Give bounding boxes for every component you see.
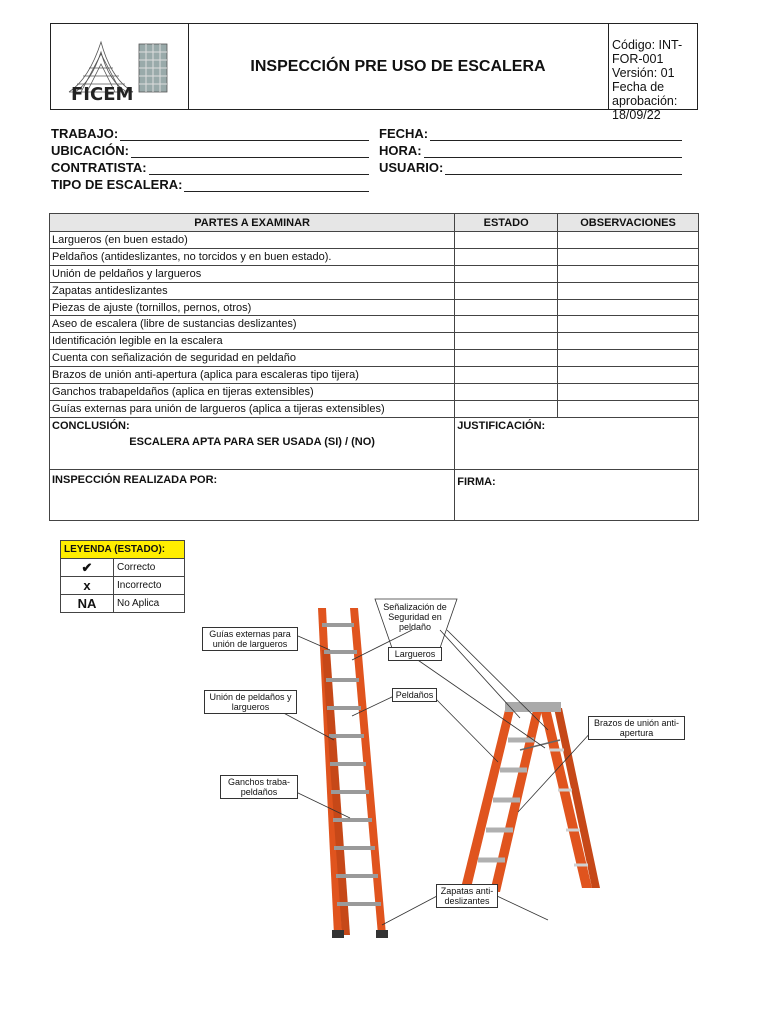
callout-largueros: Largueros — [388, 647, 442, 661]
table-row — [50, 367, 699, 384]
row-label: Aseo de escalera (libre de sustancias deslizantes) — [50, 316, 455, 333]
justificacion-cell[interactable] — [455, 417, 699, 469]
hora-label: HORA: — [379, 143, 422, 158]
trabajo-field[interactable] — [51, 124, 369, 141]
callout-brazos: Brazos de unión anti-apertura — [588, 716, 685, 740]
estado-cell[interactable] — [455, 265, 558, 282]
inspeccion-row — [50, 469, 699, 520]
table-row — [50, 384, 699, 401]
table-row — [50, 299, 699, 316]
observaciones-cell[interactable] — [558, 333, 699, 350]
usuario-label: USUARIO: — [379, 160, 444, 175]
row-label: Identificación legible en la escalera — [50, 333, 455, 350]
estado-cell[interactable] — [455, 367, 558, 384]
trabajo-label: TRABAJO: — [51, 126, 119, 141]
firma-cell[interactable] — [455, 469, 699, 520]
legend-title: LEYENDA (ESTADO): — [61, 541, 185, 559]
row-label: Brazos de unión anti-apertura (aplica para escaleras tipo tijera) — [50, 367, 455, 384]
fecha-label: FECHA: — [379, 126, 429, 141]
row-label: Guías externas para unión de largueros (aplica a tijeras extensibles) — [50, 400, 455, 417]
table-row — [50, 316, 699, 333]
estado-cell[interactable] — [455, 248, 558, 265]
row-label: Cuenta con señalización de seguridad en peldaño — [50, 350, 455, 367]
justificacion-label: JUSTIFICACIÓN: — [457, 419, 546, 432]
estado-cell[interactable] — [455, 350, 558, 367]
observaciones-cell[interactable] — [558, 248, 699, 265]
estado-cell[interactable] — [455, 400, 558, 417]
legend-text: Correcto — [114, 559, 185, 577]
inspeccion-cell[interactable] — [50, 469, 455, 520]
check-icon: ✔ — [61, 559, 114, 577]
conclusion-cell[interactable] — [50, 417, 455, 469]
firma-label: FIRMA: — [457, 475, 496, 488]
observaciones-cell[interactable] — [558, 265, 699, 282]
estado-cell[interactable] — [455, 299, 558, 316]
ubicacion-label: UBICACIÓN: — [51, 143, 129, 158]
estado-cell[interactable] — [455, 384, 558, 401]
row-label: Zapatas antideslizantes — [50, 282, 455, 299]
table-row — [50, 248, 699, 265]
row-label: Piezas de ajuste (tornillos, pernos, otros) — [50, 299, 455, 316]
observaciones-cell[interactable] — [558, 384, 699, 401]
version: Versión: 01 — [612, 66, 675, 80]
observaciones-cell[interactable] — [558, 232, 699, 249]
observaciones-cell[interactable] — [558, 367, 699, 384]
table-row — [50, 333, 699, 350]
callout-ganchos: Ganchos traba-peldaños — [220, 775, 298, 799]
observaciones-cell[interactable] — [558, 299, 699, 316]
estado-cell[interactable] — [455, 282, 558, 299]
observaciones-cell[interactable] — [558, 282, 699, 299]
conclusion-row — [50, 417, 699, 469]
table-row — [50, 350, 699, 367]
callout-peldanos: Peldaños — [392, 688, 437, 702]
estado-cell[interactable] — [455, 333, 558, 350]
na-symbol: NA — [61, 595, 114, 613]
document-info — [612, 38, 698, 122]
fecha-field[interactable] — [379, 124, 682, 141]
callout-union: Unión de peldaños y largueros — [204, 690, 297, 714]
table-row — [50, 232, 699, 249]
senalizacion-frame — [374, 598, 458, 650]
conclusion-label: CONCLUSIÓN: — [52, 419, 130, 432]
table-header-row — [50, 214, 699, 232]
callout-senalizacion: Señalización de Seguridad en peldaño — [383, 602, 447, 632]
header-observaciones: OBSERVACIONES — [558, 214, 699, 232]
conclusion-text: ESCALERA APTA PARA SER USADA (SI) / (NO) — [129, 435, 375, 448]
table-row — [50, 282, 699, 299]
callout-guias: Guías externas para unión de largueros — [202, 627, 298, 651]
observaciones-cell[interactable] — [558, 316, 699, 333]
tipo-escalera-field[interactable] — [51, 175, 369, 192]
inspection-table — [49, 213, 699, 521]
codigo: Código: INT-FOR-001 — [612, 38, 683, 66]
header-partes: PARTES A EXAMINAR — [50, 214, 455, 232]
table-row — [50, 400, 699, 417]
page-title: INSPECCIÓN PRE USO DE ESCALERA — [188, 24, 609, 109]
tipo-escalera-label: TIPO DE ESCALERA: — [51, 177, 183, 192]
inspeccion-label: INSPECCIÓN REALIZADA POR: — [52, 473, 218, 486]
row-label: Peldaños (antideslizantes, no torcidos y en buen estado). — [50, 248, 455, 265]
legend-text: Incorrecto — [114, 577, 185, 595]
estado-cell[interactable] — [455, 232, 558, 249]
table-row — [50, 265, 699, 282]
row-label: Largueros (en buen estado) — [50, 232, 455, 249]
step-ladder-image — [460, 702, 600, 892]
legend-text: No Aplica — [114, 595, 185, 613]
header-estado: ESTADO — [455, 214, 558, 232]
fecha-aprobacion-value: 18/09/22 — [612, 108, 661, 122]
cross-icon: x — [61, 577, 114, 595]
usuario-field[interactable] — [379, 158, 682, 175]
logo-text: FICEM — [71, 84, 134, 105]
header-box — [50, 23, 698, 122]
fecha-aprobacion-label: Fecha de aprobación: — [612, 80, 678, 108]
row-label: Unión de peldaños y largueros — [50, 265, 455, 282]
row-label: Ganchos trabapeldaños (aplica en tijeras extensibles) — [50, 384, 455, 401]
observaciones-cell[interactable] — [558, 350, 699, 367]
callout-zapatas: Zapatas anti-deslizantes — [436, 884, 498, 908]
extension-ladder-image — [318, 608, 388, 938]
ubicacion-field[interactable] — [51, 141, 369, 158]
observaciones-cell[interactable] — [558, 400, 699, 417]
hora-field[interactable] — [379, 141, 682, 158]
contratista-label: CONTRATISTA: — [51, 160, 147, 175]
estado-cell[interactable] — [455, 316, 558, 333]
company-logo — [51, 24, 189, 109]
contratista-field[interactable] — [51, 158, 369, 175]
